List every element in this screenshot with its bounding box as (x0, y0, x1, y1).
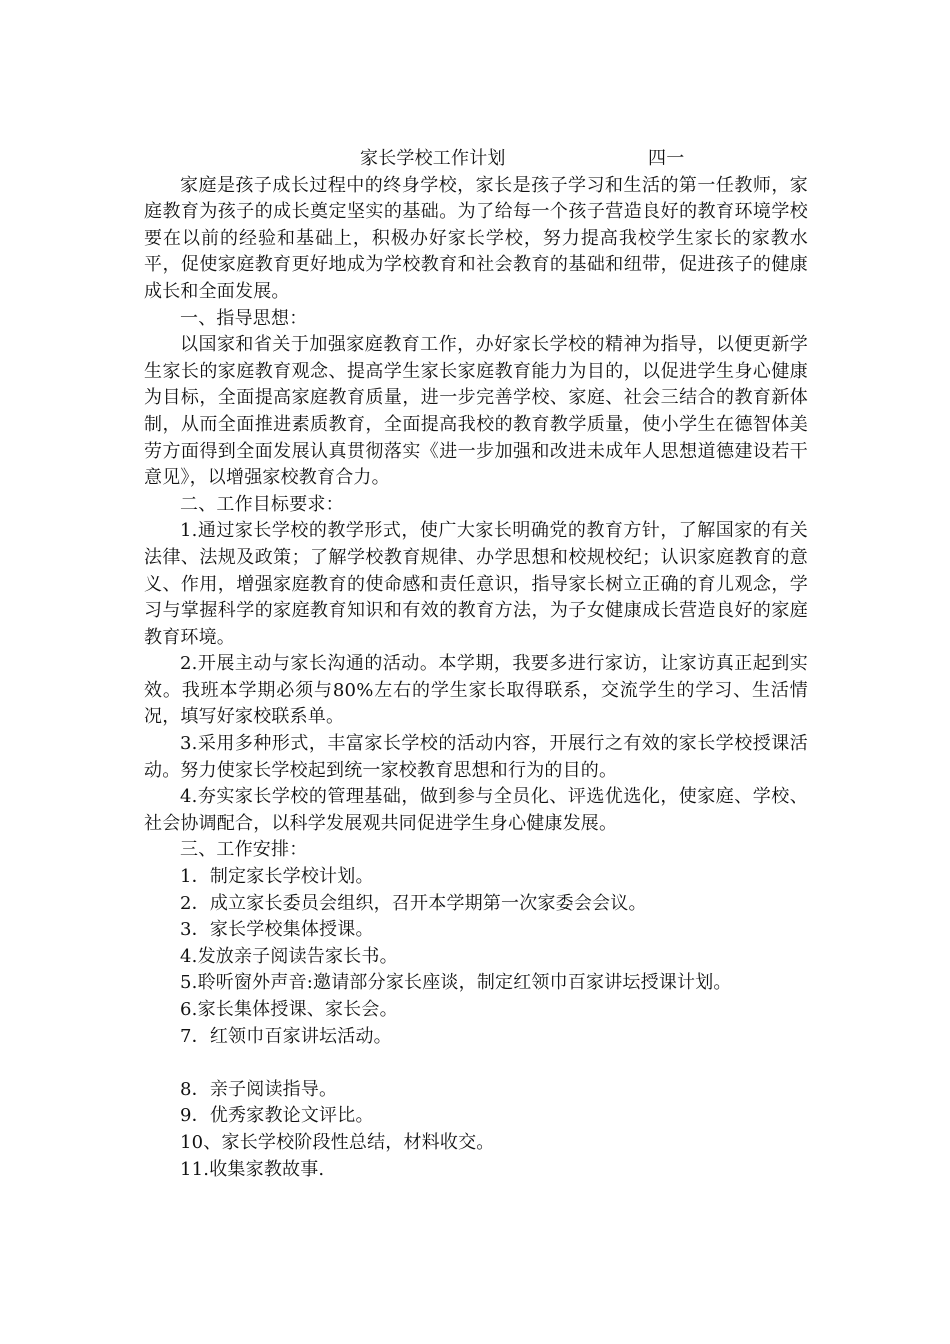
section3-item: 1．制定家长学校计划。 (180, 866, 374, 888)
section2-item: 3.采用多种形式，丰富家长学校的活动内容，开展行之有效的家长学校授课活动。努力使家长学校起到统一家校教育思想和行为的目的。 (144, 733, 808, 781)
section2-item: 4.夯实家长学校的管理基础，做到参与全员化、评选优选化，使家庭、学校、社会协调配合，以科学发展观共同促进学生身心健康发展。 (144, 786, 808, 834)
section3-item: 7．红领巾百家讲坛活动。 (180, 1025, 392, 1047)
section2-heading: 二、工作目标要求： (180, 493, 344, 515)
section3-item: 5.聆听窗外声音:邀请部分家长座谈，制定红领巾百家讲坛授课计划。 (180, 972, 732, 994)
section3-item: 8．亲子阅读指导。 (180, 1078, 338, 1100)
section2-item: 1.通过家长学校的教学形式，使广大家长明确党的教育方针，了解国家的有关法律、法规及政策；了解学校教育规律、办学思想和校规校纪；认识家庭教育的意义、作用，增强家庭教育的使命感和责任意识，指导家长树立正确的育儿观念，学习与掌握科学的家庭教育知识和有效的教育方法，为子女健康成长营造良好的家庭教育环境。 (144, 520, 808, 648)
section3-item: 9．优秀家教论文评比。 (180, 1105, 374, 1127)
section3-item: 3．家长学校集体授课。 (180, 919, 374, 941)
intro-paragraph: 家庭是孩子成长过程中的终身学校，家长是孩子学习和生活的第一任教师，家庭教育为孩子的成长奠定坚实的基础。为了给每一个孩子营造良好的教育环境学校要在以前的经验和基础上，积极办好家长学校，努力提高我校学生家长的家教水平，促使家庭教育更好地成为学校教育和社会教育的基础和纽带，促进孩子的健康成长和全面发展。 (144, 174, 808, 302)
section3-item: 2．成立家长委员会组织，召开本学期第一次家委会会议。 (180, 892, 647, 914)
section2-item: 2.开展主动与家长沟通的活动。本学期，我要多进行家访，让家访真正起到实效。我班本学期必须与80%左右的学生家长取得联系，交流学生的学习、生活情况，填写好家校联系单。 (144, 653, 808, 728)
document-body (144, 146, 808, 1183)
section1-heading: 一、指导思想： (180, 307, 308, 329)
section3-item: 10、家长学校阶段性总结，材料收交。 (180, 1131, 495, 1153)
section1-body: 以国家和省关于加强家庭教育工作，办好家长学校的精神为指导，以便更新学生家长的家庭教育观念、提高学生家长家庭教育能力为目的，以促进学生身心健康为目标，全面提高家庭教育质量，进一步完善学校、家庭、社会三结合的教育新体制，从而全面推进素质教育，全面提高我校的教育教学质量，使小学生在德智体美劳方面得到全面发展认真贯彻落实《进一步加强和改进未成年人思想道德建设若干意见》，以增强家校教育合力。 (144, 334, 808, 489)
section3-item: 11.收集家教故事. (180, 1158, 325, 1180)
document-title-suffix: 四一 (648, 148, 685, 169)
blank-line (144, 1050, 808, 1077)
section3-item: 4.发放亲子阅读告家长书。 (180, 945, 398, 967)
title-row (144, 146, 808, 173)
section3-item: 6.家长集体授课、家长会。 (180, 999, 398, 1020)
section3-heading: 三、工作安排： (180, 839, 308, 861)
document-title: 家长学校工作计划 (360, 148, 506, 169)
